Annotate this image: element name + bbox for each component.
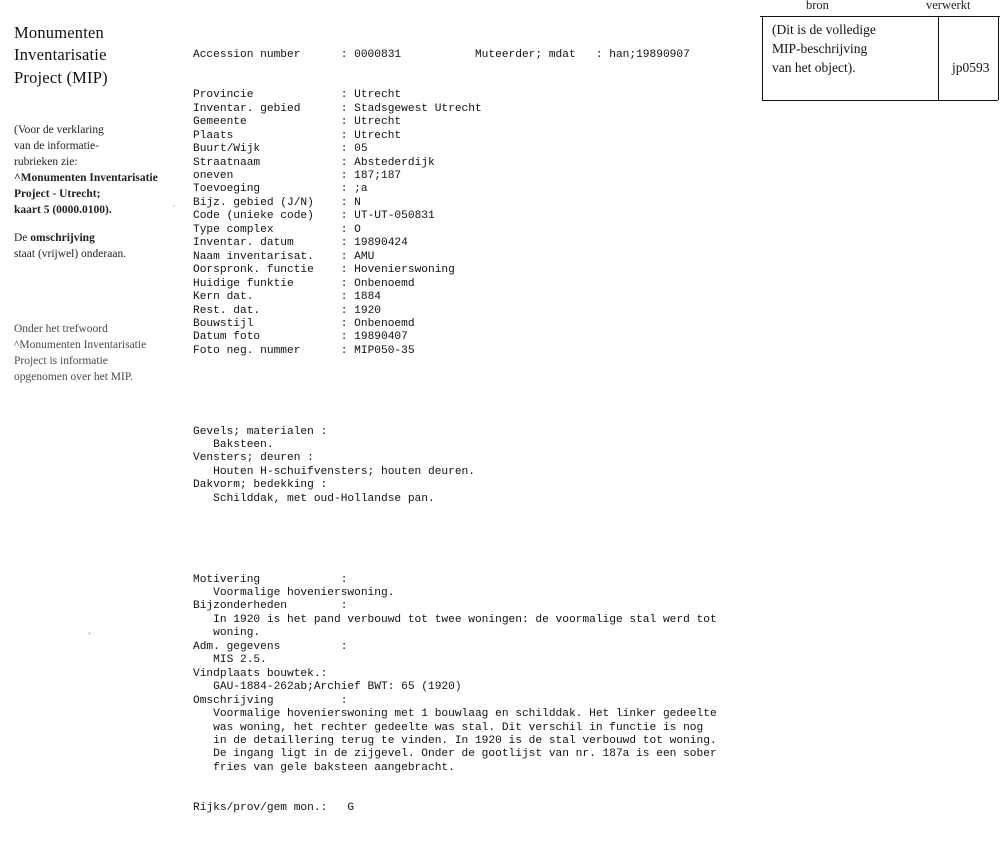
record-section-line: MIS 2.5. — [193, 654, 267, 667]
record-section-line: GAU-1884-262ab;Archief BWT: 65 (1920) — [193, 681, 462, 694]
record-section-line: De ingang ligt in de zijgevel. Onder de gootlijst van nr. 187a is een sober — [193, 748, 717, 761]
record-section-line: Houten H-schuifvensters; houten deuren. — [193, 465, 475, 478]
note-keyword-line-3: Project is informatie — [14, 355, 108, 368]
record-field-label: Huidige funktie : — [193, 277, 355, 290]
table-description-line-3: van het object). — [772, 60, 856, 76]
record-field-row — [193, 197, 753, 210]
record-field-value: Hovenierswoning — [354, 264, 455, 277]
record-field-value: 187;187 — [354, 169, 402, 182]
scan-speck-1 — [88, 632, 91, 635]
note-description-prefix: De — [14, 232, 31, 244]
record-field-row — [193, 143, 753, 156]
record-header-row — [193, 49, 753, 62]
record-field-label: Toevoeging : — [193, 183, 355, 196]
record-field-value: MIP050-35 — [354, 344, 415, 357]
record-section-heading: Dakvorm; bedekking : — [193, 479, 328, 492]
table-border-mid — [938, 16, 939, 100]
record-field-label: Gemeente : — [193, 116, 355, 129]
record-field-row — [193, 305, 753, 318]
record-field-row — [193, 157, 753, 170]
record-section-line: In 1920 is het pand verbouwd tot twee woningen: de voormalige stal werd tot — [193, 613, 717, 626]
record-field-value: Stadsgewest Utrecht — [354, 102, 482, 115]
record-field-row — [193, 224, 753, 237]
record-field-value: Onbenoemd — [354, 317, 415, 330]
source-processed-table-body — [760, 16, 1000, 100]
page-title-line-2: Inventarisatie — [14, 45, 107, 65]
record-field-value: Utrecht — [354, 129, 402, 142]
source-processed-table-header — [760, 0, 1000, 17]
record-field-label: Foto neg. nummer : — [193, 344, 355, 357]
record-field-value: UT-UT-050831 — [354, 210, 435, 223]
record-section-heading: Omschrijving : — [193, 694, 348, 707]
record-section-heading: Vensters; deuren : — [193, 452, 314, 465]
note-explanation-line-5: Project - Utrecht; — [14, 188, 101, 201]
record-field-value: 05 — [354, 143, 368, 156]
record-field-row — [193, 103, 753, 116]
spacer-2 — [193, 533, 753, 546]
record-field-row — [193, 210, 753, 223]
record-field-label: Bijz. gebied (J/N) : — [193, 196, 355, 209]
record-field-row — [193, 264, 753, 277]
note-keyword-line-4: opgenomen over het MIP. — [14, 371, 133, 384]
record-field-row — [193, 278, 753, 291]
record-section-line: Voormalige hovenierswoning met 1 bouwlaag en schilddak. Het linker gedeelte — [193, 708, 717, 721]
note-description-location — [14, 230, 179, 262]
record-section-line: woning. — [193, 627, 261, 640]
table-border-bottom — [762, 100, 998, 101]
record-field-label: Datum foto : — [193, 331, 355, 344]
table-border-right — [998, 16, 999, 100]
page-title-line-3: Project (MIP) — [14, 67, 108, 87]
record-field-value: ;a — [354, 183, 368, 196]
record-field-list — [193, 89, 753, 358]
record-field-label: Bouwstijl : — [193, 317, 355, 330]
note-keyword-line-2: ^Monumenten Inventarisatie — [14, 339, 147, 352]
record-section-group-2 — [193, 574, 753, 776]
record-field-label: Naam inventarisat. : — [193, 250, 355, 263]
record-section-line: was woning, het rechter gedeelte was stal. Dit verschil in functie is nog — [193, 721, 704, 734]
note-description-line-2: staat (vrijwel) onderaan. — [14, 248, 127, 261]
record-section-group-1 — [193, 426, 753, 507]
record-section-heading: Bijzonderheden : — [193, 600, 348, 613]
record-field-label: Buurt/Wijk : — [193, 143, 355, 156]
record-field-value: N — [354, 196, 361, 209]
record-field-label: Provincie : — [193, 89, 355, 102]
record-section-line: fries van gele baksteen aangebracht. — [193, 761, 455, 774]
record-field-row — [193, 331, 753, 344]
record-section-heading: Motivering : — [193, 573, 348, 586]
record-field-label: Straatnaam : — [193, 156, 355, 169]
record-field-value: Onbenoemd — [354, 277, 415, 290]
table-header-verwerkt: verwerkt — [926, 0, 971, 12]
record-field-label: Rest. dat. : — [193, 304, 355, 317]
note-explanation-line-6: kaart 5 (0000.0100). — [14, 204, 112, 217]
record-field-row — [193, 291, 753, 304]
record-footer-row — [193, 802, 753, 815]
table-description-line-1: (Dit is de volledige — [772, 22, 876, 37]
record-field-label: Type complex : — [193, 223, 355, 236]
record-field-row — [193, 251, 753, 264]
record-footer-text: Rijks/prov/gem mon.: G — [193, 802, 355, 815]
scan-speck-2 — [173, 205, 175, 207]
record-field-label: Inventar. datum : — [193, 237, 355, 250]
note-description-keyword: omschrijving — [30, 232, 95, 244]
note-explanation — [14, 122, 179, 219]
record-field-value: O — [354, 223, 361, 236]
table-border-left — [762, 16, 763, 100]
record-field-label: Inventar. gebied : — [193, 102, 355, 115]
record-field-label: oneven : — [193, 169, 355, 182]
record-field-value: AMU — [354, 250, 375, 263]
table-header-bron: bron — [806, 0, 829, 12]
note-explanation-line-4: ^Monumenten Inventarisatie — [14, 172, 158, 185]
record-field-label: Code (unieke code) : — [193, 210, 355, 223]
table-cell-verwerkt-value: jp0593 — [952, 60, 990, 75]
note-explanation-line-3: rubrieken zie: — [14, 156, 78, 169]
page-title-line-1: Monumenten — [14, 23, 104, 42]
note-explanation-line-2: van de informatie- — [14, 140, 99, 153]
record-field-label: Kern dat. : — [193, 291, 355, 304]
record-field-row — [193, 345, 753, 358]
record-field-value: Utrecht — [354, 116, 402, 129]
record-header-text: Accession number : 0000831 Muteerder; mdat : han;19890907 — [193, 48, 690, 61]
record-field-row — [193, 237, 753, 250]
record-section-heading: Gevels; materialen : — [193, 425, 328, 438]
table-description-line-2: MIP-beschrijving — [772, 41, 868, 57]
table-cell-description — [772, 20, 930, 77]
source-processed-table — [760, 0, 1000, 102]
record-field-value: Utrecht — [354, 89, 402, 102]
note-explanation-line-1: (Voor de verklaring — [14, 124, 104, 136]
record-field-row — [193, 89, 753, 102]
record-field-row — [193, 116, 753, 129]
record-field-value: 19890424 — [354, 237, 408, 250]
record-field-row — [193, 130, 753, 143]
spacer-1 — [193, 385, 753, 398]
record-field-row — [193, 183, 753, 196]
record-section-line: in de detaillering terug te vinden. In 1920 is de stal verbouwd tot woning. — [193, 734, 717, 747]
record-field-value: Abstederdijk — [354, 156, 435, 169]
record-field-value: 1884 — [354, 291, 381, 304]
record-section-line: Schilddak, met oud-Hollandse pan. — [193, 492, 435, 505]
record-section-line: Voormalige hovenierswoning. — [193, 587, 395, 599]
record-body — [193, 22, 753, 843]
record-field-label: Oorspronk. functie : — [193, 264, 355, 277]
record-section-heading: Adm. gegevens : — [193, 640, 348, 653]
record-section-heading: Vindplaats bouwtek.: — [193, 667, 328, 680]
left-annotation-column — [14, 22, 182, 384]
record-field-value: 1920 — [354, 304, 381, 317]
note-keyword-line-1: Onder het trefwoord — [14, 323, 108, 335]
record-field-row — [193, 318, 753, 331]
record-section-line: Baksteen. — [193, 439, 274, 452]
record-field-value: 19890407 — [354, 331, 408, 344]
page-title — [14, 22, 182, 89]
record-field-label: Plaats : — [193, 129, 355, 142]
record-field-row — [193, 170, 753, 183]
note-keyword-info — [14, 321, 184, 385]
